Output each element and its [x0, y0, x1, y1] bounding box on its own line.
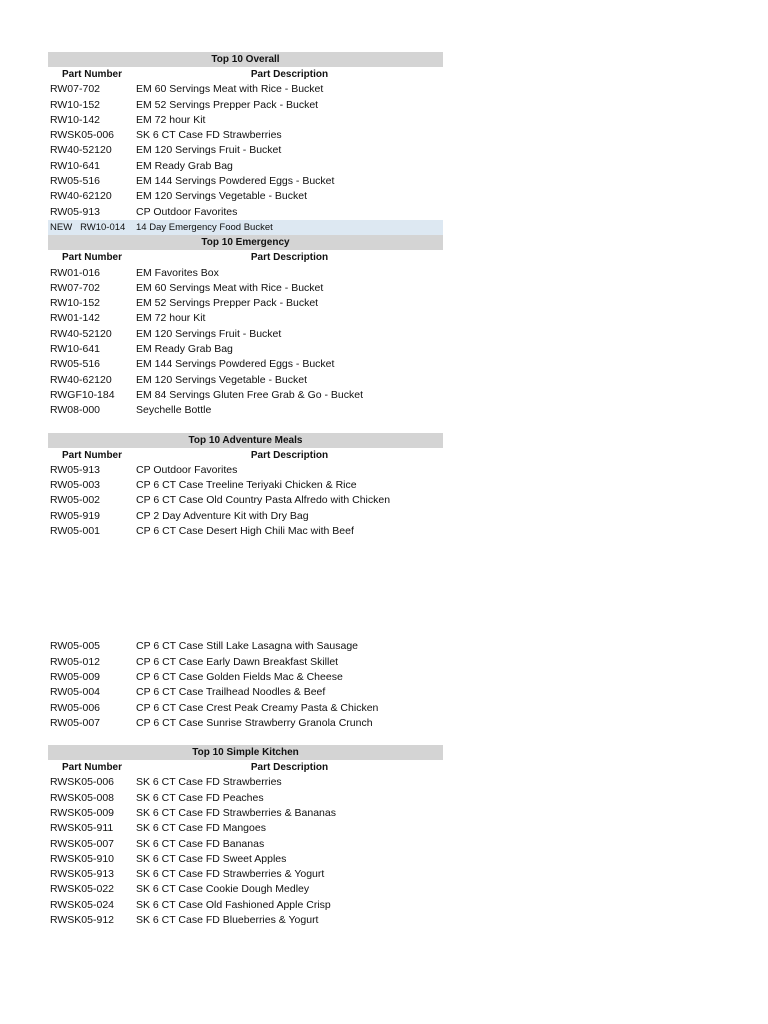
table-row [48, 639, 443, 654]
part-description: EM 84 Servings Gluten Free Grab & Go - Bucket [136, 388, 364, 401]
header-row [48, 250, 443, 265]
part-description: 14 Day Emergency Food Bucket [136, 221, 273, 233]
part-description: EM 120 Servings Vegetable - Bucket [136, 190, 308, 203]
part-number: RWSK05-912 [50, 914, 115, 927]
table-row [48, 509, 443, 524]
header-part-description: Part Description [250, 252, 329, 264]
table-row [48, 174, 443, 189]
part-number: RWSK05-913 [50, 868, 115, 881]
part-description: CP Outdoor Favorites [136, 205, 238, 218]
part-number: RW40-52120 [50, 144, 112, 157]
part-description: CP 2 Day Adventure Kit with Dry Bag [136, 509, 309, 522]
table-row-new-highlight [48, 220, 443, 235]
table-row [48, 373, 443, 388]
section-top-10-simple-kitchen [48, 745, 443, 928]
part-number: RW05-913 [50, 205, 100, 218]
part-number: RW10-142 [50, 113, 100, 126]
part-number: RWSK05-007 [50, 837, 115, 850]
part-number: RW07-702 [50, 281, 100, 294]
empty-gap [48, 539, 443, 639]
part-number: RWSK05-911 [50, 822, 114, 835]
table-row [48, 882, 443, 897]
table-row [48, 524, 443, 539]
table-row [48, 806, 443, 821]
table-row [48, 463, 443, 478]
part-description: SK 6 CT Case Cookie Dough Medley [136, 883, 310, 896]
table-row [48, 898, 443, 913]
table-row [48, 716, 443, 731]
table-row [48, 821, 443, 836]
part-description: EM 72 hour Kit [136, 312, 206, 325]
part-description: EM Ready Grab Bag [136, 343, 233, 356]
table-row [48, 189, 443, 204]
header-part-description: Part Description [250, 449, 329, 461]
part-description: SK 6 CT Case FD Strawberries [136, 129, 282, 142]
part-number: RW05-006 [50, 701, 100, 714]
header-part-number: Part Number [61, 69, 122, 80]
table-row [48, 281, 443, 296]
header-part-number: Part Number [61, 762, 122, 774]
table-row [48, 791, 443, 806]
part-number: RWSK05-024 [50, 898, 115, 911]
part-description: SK 6 CT Case FD Peaches [136, 791, 264, 804]
part-number: RW05-913 [50, 463, 100, 476]
section-top-10-adventure-meals [48, 433, 443, 732]
part-number: RW05-004 [50, 686, 100, 699]
part-description: Seychelle Bottle [136, 404, 212, 417]
part-description: EM 60 Servings Meat with Rice - Bucket [136, 83, 324, 96]
header-row [48, 760, 443, 775]
part-description: SK 6 CT Case FD Bananas [136, 837, 265, 850]
part-number: RW10-641 [50, 159, 100, 172]
table-row [48, 655, 443, 670]
part-number: RW40-62120 [50, 373, 112, 386]
part-number: RW05-005 [50, 640, 100, 653]
part-number: RW01-016 [50, 266, 100, 279]
part-number: RW05-516 [50, 358, 100, 371]
part-description: SK 6 CT Case Old Fashioned Apple Crisp [136, 898, 331, 911]
table-row [48, 266, 443, 281]
part-description: SK 6 CT Case FD Sweet Apples [136, 852, 287, 865]
table-row [48, 775, 443, 790]
part-description: EM 120 Servings Fruit - Bucket [136, 144, 282, 157]
table-row [48, 701, 443, 716]
section-top-10-overall [48, 52, 443, 235]
part-description: CP 6 CT Case Early Dawn Breakfast Skillet [136, 655, 339, 668]
spacer [48, 731, 443, 745]
section-title: Top 10 Simple Kitchen [48, 745, 443, 760]
table-row [48, 159, 443, 174]
table-row [48, 342, 443, 357]
table-row [48, 852, 443, 867]
part-description: EM 52 Servings Prepper Pack - Bucket [136, 297, 319, 310]
part-number: RW10-641 [50, 343, 100, 356]
table-row [48, 128, 443, 143]
part-description: EM 120 Servings Fruit - Bucket [136, 327, 282, 340]
section-title: Top 10 Adventure Meals [48, 433, 443, 448]
part-number: RWSK05-006 [50, 776, 115, 789]
header-row [48, 448, 443, 463]
table-row [48, 296, 443, 311]
part-number: RW05-919 [50, 509, 100, 522]
part-description: EM 144 Servings Powdered Eggs - Bucket [136, 358, 335, 371]
part-number: RW08-000 [50, 404, 100, 417]
part-number: RWSK05-009 [50, 806, 115, 819]
part-number: RW05-002 [50, 494, 100, 507]
table-row [48, 388, 443, 403]
table-row [48, 311, 443, 326]
table-row [48, 493, 443, 508]
section-title: Top 10 Overall [48, 52, 443, 67]
header-part-description: Part Description [250, 69, 329, 80]
table-row [48, 913, 443, 928]
part-number: RW05-516 [50, 175, 100, 188]
table-row [48, 98, 443, 113]
table-row [48, 403, 443, 418]
part-number: RW05-009 [50, 670, 100, 683]
part-description: CP 6 CT Case Trailhead Noodles & Beef [136, 686, 326, 699]
header-part-number: Part Number [61, 449, 122, 461]
part-description: CP 6 CT Case Sunrise Strawberry Granola Crunch [136, 716, 373, 729]
part-description: SK 6 CT Case FD Mangoes [136, 822, 266, 835]
table-row [48, 82, 443, 97]
part-description: SK 6 CT Case FD Strawberries & Bananas [136, 806, 336, 819]
header-part-number: Part Number [61, 252, 122, 264]
part-description: CP 6 CT Case Treeline Teriyaki Chicken & Rice [136, 479, 357, 492]
table-row [48, 837, 443, 852]
part-number: RWSK05-006 [50, 129, 115, 142]
part-number: RW05-001 [50, 525, 100, 538]
part-description: EM 72 hour Kit [136, 113, 206, 126]
spreadsheet [48, 52, 443, 928]
table-row [48, 867, 443, 882]
part-description: SK 6 CT Case FD Strawberries & Yogurt [136, 868, 325, 881]
part-description: CP 6 CT Case Crest Peak Creamy Pasta & Chicken [136, 701, 379, 714]
part-number: RW40-52120 [50, 327, 112, 340]
part-number: RW07-702 [50, 83, 100, 96]
part-description: EM 52 Servings Prepper Pack - Bucket [136, 98, 319, 111]
part-number: RWGF10-184 [50, 388, 115, 401]
part-number: RW05-007 [50, 716, 100, 729]
table-row [48, 357, 443, 372]
header-part-description: Part Description [250, 762, 329, 774]
table-row [48, 327, 443, 342]
part-number: RWSK05-022 [50, 883, 115, 896]
header-row [48, 67, 443, 82]
part-number: RW05-012 [50, 655, 100, 668]
part-description: EM Ready Grab Bag [136, 159, 233, 172]
part-number: RWSK05-910 [50, 852, 115, 865]
part-number: RW10-152 [50, 297, 100, 310]
part-description: CP Outdoor Favorites [136, 463, 238, 476]
section-title: Top 10 Emergency [48, 235, 443, 250]
part-number: RW05-003 [50, 479, 100, 492]
table-row [48, 143, 443, 158]
part-number: RW01-142 [50, 312, 100, 325]
part-description: EM 60 Servings Meat with Rice - Bucket [136, 281, 324, 294]
part-number: NEW RW10-014 [50, 221, 126, 233]
table-row [48, 113, 443, 128]
table-row [48, 670, 443, 685]
table-row [48, 205, 443, 220]
part-number: RW40-62120 [50, 190, 112, 203]
part-description: CP 6 CT Case Desert High Chili Mac with Beef [136, 525, 354, 538]
part-description: SK 6 CT Case FD Strawberries [136, 776, 282, 789]
part-description: CP 6 CT Case Old Country Pasta Alfredo with Chicken [136, 494, 391, 507]
part-number: RW10-152 [50, 98, 100, 111]
part-description: EM 120 Servings Vegetable - Bucket [136, 373, 308, 386]
part-number: RWSK05-008 [50, 791, 115, 804]
part-description: SK 6 CT Case FD Blueberries & Yogurt [136, 914, 319, 927]
section-top-10-emergency [48, 235, 443, 418]
table-row [48, 685, 443, 700]
spacer [48, 419, 443, 433]
part-description: CP 6 CT Case Golden Fields Mac & Cheese [136, 670, 343, 683]
part-description: EM Favorites Box [136, 266, 219, 279]
table-row [48, 478, 443, 493]
part-description: CP 6 CT Case Still Lake Lasagna with Sausage [136, 640, 358, 653]
part-description: EM 144 Servings Powdered Eggs - Bucket [136, 175, 335, 188]
